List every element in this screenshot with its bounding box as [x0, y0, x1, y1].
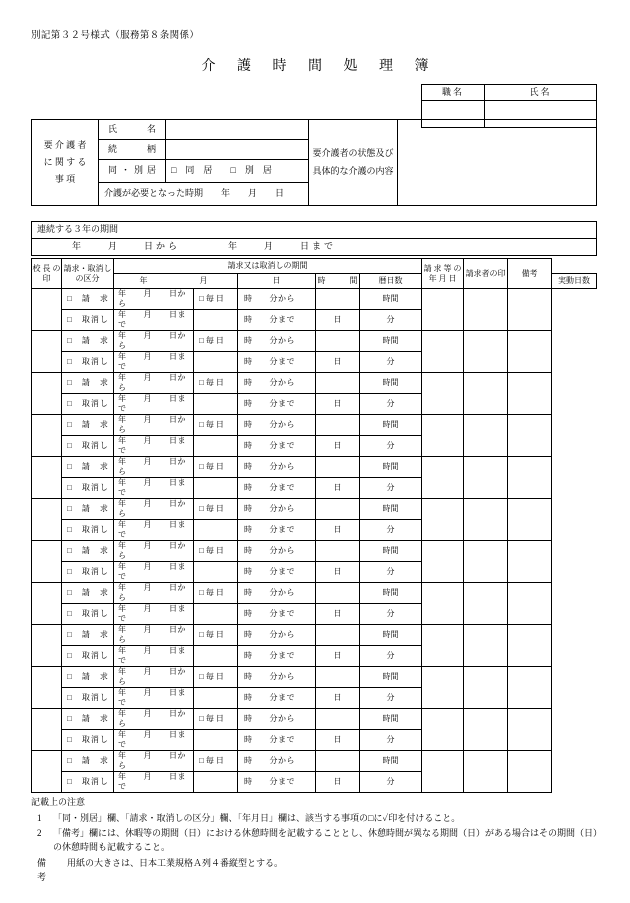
table-row [32, 751, 597, 772]
cell-cancel-type[interactable]: □ 取消し [62, 772, 114, 793]
cell-request-type[interactable]: □ 請 求 [62, 625, 114, 646]
note-number-2: 2 [37, 827, 42, 838]
cell-requester-seal[interactable] [464, 625, 508, 667]
cell-date-to[interactable]: 年 月 日まで [114, 352, 194, 373]
cell-remarks[interactable] [508, 583, 552, 625]
continuous-period-label: 連続する３年の期間 [32, 222, 597, 239]
cell-everyday[interactable]: □ 毎 日 [194, 625, 238, 646]
cell-cancel-type[interactable]: □ 取消し [62, 646, 114, 667]
care-value-relation[interactable] [166, 140, 309, 160]
cell-request-type[interactable]: □ 請 求 [62, 751, 114, 772]
cell-everyday-lower[interactable] [194, 646, 238, 667]
cell-cancel-type[interactable]: □ 取消し [62, 688, 114, 709]
cell-actual-hours[interactable]: 時間 [360, 751, 422, 772]
cell-calendar-days[interactable]: 日 [316, 352, 360, 373]
cell-date-from[interactable]: 年 月 日から [114, 667, 194, 688]
header-request-cancel-type: 請求・取消しの区分 [62, 259, 114, 289]
cell-cancel-type[interactable]: □ 取消し [62, 730, 114, 751]
cell-actual-hours[interactable]: 時間 [360, 583, 422, 604]
cell-remarks[interactable] [508, 373, 552, 415]
cell-calendar-days-upper[interactable] [316, 289, 360, 310]
cell-actual-hours[interactable]: 時間 [360, 457, 422, 478]
notes-title: 記載上の注意 [31, 797, 86, 807]
position-label: 職名 [422, 85, 485, 101]
cell-actual-minutes[interactable]: 分 [360, 688, 422, 709]
cell-request-type[interactable]: □ 請 求 [62, 457, 114, 478]
name-box-header-row [422, 85, 597, 101]
cell-everyday[interactable]: □ 毎 日 [194, 541, 238, 562]
cell-cancel-type[interactable]: □ 取消し [62, 562, 114, 583]
cell-date-to[interactable]: 年 月 日まで [114, 562, 194, 583]
cell-cancel-type[interactable]: □ 取消し [62, 520, 114, 541]
header-time: 時 間 [316, 274, 360, 289]
cell-everyday-lower[interactable] [194, 478, 238, 499]
cell-date-from[interactable]: 年 月 日から [114, 373, 194, 394]
cell-calendar-days[interactable]: 日 [316, 646, 360, 667]
cell-everyday[interactable]: □ 毎 日 [194, 751, 238, 772]
header-calendar-days: 暦日数 [360, 274, 422, 289]
note-footer-label: 備 考 [37, 857, 60, 882]
cell-everyday[interactable]: □ 毎 日 [194, 331, 238, 352]
cell-date-to[interactable]: 年 月 日まで [114, 478, 194, 499]
cell-everyday[interactable]: □ 毎 日 [194, 457, 238, 478]
cell-requester-seal[interactable] [464, 709, 508, 751]
records-header-row-1 [32, 259, 597, 274]
cell-remarks[interactable] [508, 457, 552, 499]
cell-request-type[interactable]: □ 請 求 [62, 415, 114, 436]
continuous-period-row2 [32, 239, 597, 256]
header-actual-days: 実動日数 [552, 274, 597, 289]
cell-calendar-days-upper[interactable] [316, 373, 360, 394]
cell-actual-minutes[interactable]: 分 [360, 436, 422, 457]
cell-request-date[interactable] [422, 415, 464, 457]
cell-actual-minutes[interactable]: 分 [360, 646, 422, 667]
cell-time-from[interactable]: 時 分から [238, 289, 316, 310]
cell-time-to[interactable]: 時 分まで [238, 478, 316, 499]
cell-calendar-days-upper[interactable] [316, 457, 360, 478]
table-row [32, 667, 597, 688]
cell-time-to[interactable]: 時 分まで [238, 604, 316, 625]
cell-date-from[interactable]: 年 月 日から [114, 625, 194, 646]
cell-remarks[interactable] [508, 541, 552, 583]
cell-calendar-days-upper[interactable] [316, 499, 360, 520]
cell-principal-seal[interactable] [32, 709, 62, 751]
cell-request-date[interactable] [422, 457, 464, 499]
cell-actual-hours[interactable]: 時間 [360, 667, 422, 688]
cell-everyday[interactable]: □ 毎 日 [194, 583, 238, 604]
cell-calendar-days-upper[interactable] [316, 331, 360, 352]
cell-actual-hours[interactable]: 時間 [360, 709, 422, 730]
note-text-2: 「備考」欄には、休暇等の期間（日）における休憩時間を記載することとし、休憩時間が異なる期間（日）がある場合はその期間（日）の休憩時間も記載すること。 [53, 827, 598, 852]
cell-request-date[interactable] [422, 289, 464, 331]
cell-time-from[interactable]: 時 分から [238, 667, 316, 688]
records-table [31, 258, 597, 793]
cell-principal-seal[interactable] [32, 415, 62, 457]
cell-date-from[interactable]: 年 月 日から [114, 499, 194, 520]
cell-request-type[interactable]: □ 請 求 [62, 289, 114, 310]
care-right-value[interactable] [398, 120, 597, 206]
cell-time-to[interactable]: 時 分まで [238, 730, 316, 751]
cell-actual-minutes[interactable]: 分 [360, 562, 422, 583]
note-item-1 [31, 812, 601, 826]
cell-time-to[interactable]: 時 分まで [238, 772, 316, 793]
table-row [32, 331, 597, 352]
cell-requester-seal[interactable] [464, 499, 508, 541]
cell-actual-minutes[interactable]: 分 [360, 730, 422, 751]
cell-everyday-lower[interactable] [194, 394, 238, 415]
cell-time-to[interactable]: 時 分まで [238, 394, 316, 415]
cell-requester-seal[interactable] [464, 583, 508, 625]
cell-time-to[interactable]: 時 分まで [238, 352, 316, 373]
cell-date-from[interactable]: 年 月 日から [114, 331, 194, 352]
cell-date-from[interactable]: 年 月 日から [114, 709, 194, 730]
cell-principal-seal[interactable] [32, 667, 62, 709]
cell-cancel-type[interactable]: □ 取消し [62, 436, 114, 457]
cell-calendar-days[interactable]: 日 [316, 394, 360, 415]
table-row [32, 625, 597, 646]
cell-request-date[interactable] [422, 667, 464, 709]
cell-date-to[interactable]: 年 月 日まで [114, 730, 194, 751]
cell-time-to[interactable]: 時 分まで [238, 520, 316, 541]
cell-principal-seal[interactable] [32, 583, 62, 625]
cell-requester-seal[interactable] [464, 373, 508, 415]
cell-date-to[interactable]: 年 月 日まで [114, 688, 194, 709]
cell-time-to[interactable]: 時 分まで [238, 688, 316, 709]
cell-everyday-lower[interactable] [194, 604, 238, 625]
cell-cancel-type[interactable]: □ 取消し [62, 310, 114, 331]
care-value-start-period[interactable]: 介護が必要となった時期 年 月 日 [99, 183, 309, 206]
cell-actual-minutes[interactable]: 分 [360, 394, 422, 415]
cell-actual-hours[interactable]: 時間 [360, 625, 422, 646]
cell-calendar-days[interactable]: 日 [316, 436, 360, 457]
header-year-month [114, 274, 238, 289]
header-request-date: 請 求 等 の 年 月 日 [422, 259, 464, 289]
table-row [32, 583, 597, 604]
cell-actual-hours[interactable]: 時間 [360, 373, 422, 394]
cell-request-date[interactable] [422, 709, 464, 751]
cell-calendar-days[interactable]: 日 [316, 730, 360, 751]
cell-date-from[interactable]: 年 月 日から [114, 415, 194, 436]
cell-request-type[interactable]: □ 請 求 [62, 373, 114, 394]
care-key-relation: 続 柄 [99, 140, 166, 160]
table-row [32, 415, 597, 436]
cell-calendar-days[interactable]: 日 [316, 604, 360, 625]
cell-requester-seal[interactable] [464, 541, 508, 583]
cell-request-date[interactable] [422, 625, 464, 667]
cell-cancel-type[interactable]: □ 取消し [62, 394, 114, 415]
cell-actual-minutes[interactable]: 分 [360, 478, 422, 499]
page-title: 介 護 時 間 処 理 簿 [201, 59, 438, 74]
cell-time-from[interactable]: 時 分から [238, 373, 316, 394]
header-remarks: 備考 [508, 259, 552, 289]
cell-everyday-lower[interactable] [194, 520, 238, 541]
table-row [32, 499, 597, 520]
cell-remarks[interactable] [508, 625, 552, 667]
cell-requester-seal[interactable] [464, 667, 508, 709]
cell-remarks[interactable] [508, 667, 552, 709]
cell-calendar-days[interactable]: 日 [316, 520, 360, 541]
care-side-label [32, 120, 99, 206]
cell-cancel-type[interactable]: □ 取消し [62, 604, 114, 625]
cell-date-to[interactable]: 年 月 日まで [114, 436, 194, 457]
note-footer [31, 857, 601, 885]
header-month: 月 [199, 276, 212, 285]
cell-everyday-lower[interactable] [194, 772, 238, 793]
cell-actual-hours[interactable]: 時間 [360, 289, 422, 310]
cell-request-date[interactable] [422, 583, 464, 625]
care-value-living[interactable]: □ 同 居 □ 別 居 [166, 160, 309, 183]
cell-calendar-days[interactable]: 日 [316, 772, 360, 793]
cell-everyday-lower[interactable] [194, 310, 238, 331]
cell-time-from[interactable]: 時 分から [238, 709, 316, 730]
table-row [32, 373, 597, 394]
cell-calendar-days-upper[interactable] [316, 667, 360, 688]
cell-date-to[interactable]: 年 月 日まで [114, 520, 194, 541]
cell-date-from[interactable]: 年 月 日から [114, 583, 194, 604]
cell-everyday-lower[interactable] [194, 562, 238, 583]
cell-request-date[interactable] [422, 541, 464, 583]
note-footer-text: 用紙の大きさは、日本工業規格Ａ列４番縦型とする。 [67, 857, 284, 868]
notes-section [31, 796, 601, 885]
continuous-period-value[interactable]: 年 月 日から 年 月 日まで [32, 239, 597, 256]
cell-time-from[interactable]: 時 分から [238, 457, 316, 478]
cell-remarks[interactable] [508, 499, 552, 541]
cell-everyday[interactable]: □ 毎 日 [194, 499, 238, 520]
cell-time-from[interactable]: 時 分から [238, 625, 316, 646]
table-row [32, 457, 597, 478]
cell-actual-hours[interactable]: 時間 [360, 331, 422, 352]
cell-principal-seal[interactable] [32, 499, 62, 541]
cell-request-date[interactable] [422, 373, 464, 415]
note-item-2 [31, 827, 601, 855]
care-target-table [31, 119, 597, 206]
cell-remarks[interactable] [508, 289, 552, 331]
cell-date-from[interactable]: 年 月 日から [114, 457, 194, 478]
cell-actual-minutes[interactable]: 分 [360, 520, 422, 541]
cell-time-to[interactable]: 時 分まで [238, 562, 316, 583]
care-right-label: 要介護者の状態及び具体的な介護の内容 [309, 120, 398, 206]
cell-time-to[interactable]: 時 分まで [238, 436, 316, 457]
cell-actual-minutes[interactable]: 分 [360, 352, 422, 373]
cell-calendar-days-upper[interactable] [316, 709, 360, 730]
header-year: 年 [139, 276, 152, 285]
cell-time-to[interactable]: 時 分まで [238, 646, 316, 667]
cell-date-to[interactable]: 年 月 日まで [114, 394, 194, 415]
cell-calendar-days[interactable]: 日 [316, 562, 360, 583]
cell-requester-seal[interactable] [464, 457, 508, 499]
cell-request-type[interactable]: □ 請 求 [62, 667, 114, 688]
cell-calendar-days-upper[interactable] [316, 415, 360, 436]
cell-requester-seal[interactable] [464, 751, 508, 793]
cell-principal-seal[interactable] [32, 541, 62, 583]
cell-calendar-days[interactable]: 日 [316, 310, 360, 331]
cell-remarks[interactable] [508, 751, 552, 793]
cell-request-type[interactable]: □ 請 求 [62, 709, 114, 730]
cell-everyday[interactable]: □ 毎 日 [194, 415, 238, 436]
cell-principal-seal[interactable] [32, 331, 62, 373]
cell-requester-seal[interactable] [464, 289, 508, 331]
note-number-1: 1 [37, 812, 42, 823]
cell-request-type[interactable]: □ 請 求 [62, 583, 114, 604]
continuous-period-row1 [32, 222, 597, 239]
header-requester-seal: 請求者の印 [464, 259, 508, 289]
cell-remarks[interactable] [508, 415, 552, 457]
cell-date-from[interactable]: 年 月 日から [114, 751, 194, 772]
cell-requester-seal[interactable] [464, 331, 508, 373]
cell-time-from[interactable]: 時 分から [238, 415, 316, 436]
care-key-name: 氏 名 [99, 120, 166, 140]
cell-actual-hours[interactable]: 時間 [360, 541, 422, 562]
cell-time-from[interactable]: 時 分から [238, 499, 316, 520]
cell-everyday[interactable]: □ 毎 日 [194, 709, 238, 730]
care-row-name [32, 120, 597, 140]
cell-everyday[interactable]: □ 毎 日 [194, 373, 238, 394]
table-row [32, 709, 597, 730]
cell-principal-seal[interactable] [32, 457, 62, 499]
cell-everyday-lower[interactable] [194, 352, 238, 373]
cell-calendar-days[interactable]: 日 [316, 478, 360, 499]
cell-time-to[interactable]: 時 分まで [238, 310, 316, 331]
cell-request-date[interactable] [422, 331, 464, 373]
cell-date-from[interactable]: 年 月 日から [114, 541, 194, 562]
cell-actual-minutes[interactable]: 分 [360, 604, 422, 625]
cell-actual-minutes[interactable]: 分 [360, 772, 422, 793]
header-period-group: 請求又は取消しの期間 [114, 259, 422, 274]
cell-everyday[interactable]: □ 毎 日 [194, 667, 238, 688]
care-side-label-line1: 要 介 護 者 [43, 139, 87, 150]
cell-principal-seal[interactable] [32, 289, 62, 331]
cell-requester-seal[interactable] [464, 415, 508, 457]
cell-calendar-days-upper[interactable] [316, 541, 360, 562]
cell-actual-hours[interactable]: 時間 [360, 415, 422, 436]
cell-date-to[interactable]: 年 月 日まで [114, 310, 194, 331]
care-side-label-line2: に 関 す る [43, 156, 87, 167]
cell-calendar-days-upper[interactable] [316, 625, 360, 646]
cell-date-from[interactable]: 年 月 日から [114, 289, 194, 310]
cell-everyday[interactable]: □ 毎 日 [194, 289, 238, 310]
cell-everyday-lower[interactable] [194, 730, 238, 751]
form-number: 別記第３２号様式（服務第８条関係） [31, 31, 200, 41]
header-day: 日 [238, 274, 316, 289]
name-label: 氏名 [485, 85, 597, 101]
cell-calendar-days-upper[interactable] [316, 751, 360, 772]
cell-cancel-type[interactable]: □ 取消し [62, 478, 114, 499]
cell-actual-hours[interactable]: 時間 [360, 499, 422, 520]
cell-principal-seal[interactable] [32, 373, 62, 415]
cell-everyday-lower[interactable] [194, 436, 238, 457]
cell-date-to[interactable]: 年 月 日まで [114, 772, 194, 793]
header-principal-seal: 校 長 の 印 [32, 259, 62, 289]
cell-calendar-days[interactable]: 日 [316, 688, 360, 709]
table-row [32, 541, 597, 562]
cell-request-type[interactable]: □ 請 求 [62, 499, 114, 520]
cell-remarks[interactable] [508, 331, 552, 373]
care-key-living: 同・別居 [99, 160, 166, 183]
cell-remarks[interactable] [508, 709, 552, 751]
cell-everyday-lower[interactable] [194, 688, 238, 709]
cell-calendar-days-upper[interactable] [316, 583, 360, 604]
cell-request-date[interactable] [422, 751, 464, 793]
cell-principal-seal[interactable] [32, 751, 62, 793]
care-side-label-line3: 事 項 [54, 174, 76, 185]
cell-request-type[interactable]: □ 請 求 [62, 541, 114, 562]
care-value-name[interactable] [166, 120, 309, 140]
continuous-period-table [31, 221, 597, 256]
cell-time-from[interactable]: 時 分から [238, 583, 316, 604]
cell-time-from[interactable]: 時 分から [238, 331, 316, 352]
cell-time-from[interactable]: 時 分から [238, 751, 316, 772]
cell-time-from[interactable]: 時 分から [238, 541, 316, 562]
cell-request-type[interactable]: □ 請 求 [62, 331, 114, 352]
cell-principal-seal[interactable] [32, 625, 62, 667]
note-text-1: 「同・別居」欄、「請求・取消しの区分」欄、「年月日」欄は、該当する事項の□に✓印を付けること。 [53, 812, 461, 823]
cell-date-to[interactable]: 年 月 日まで [114, 646, 194, 667]
cell-actual-minutes[interactable]: 分 [360, 310, 422, 331]
table-row [32, 289, 597, 310]
cell-cancel-type[interactable]: □ 取消し [62, 352, 114, 373]
cell-request-date[interactable] [422, 499, 464, 541]
cell-date-to[interactable]: 年 月 日まで [114, 604, 194, 625]
